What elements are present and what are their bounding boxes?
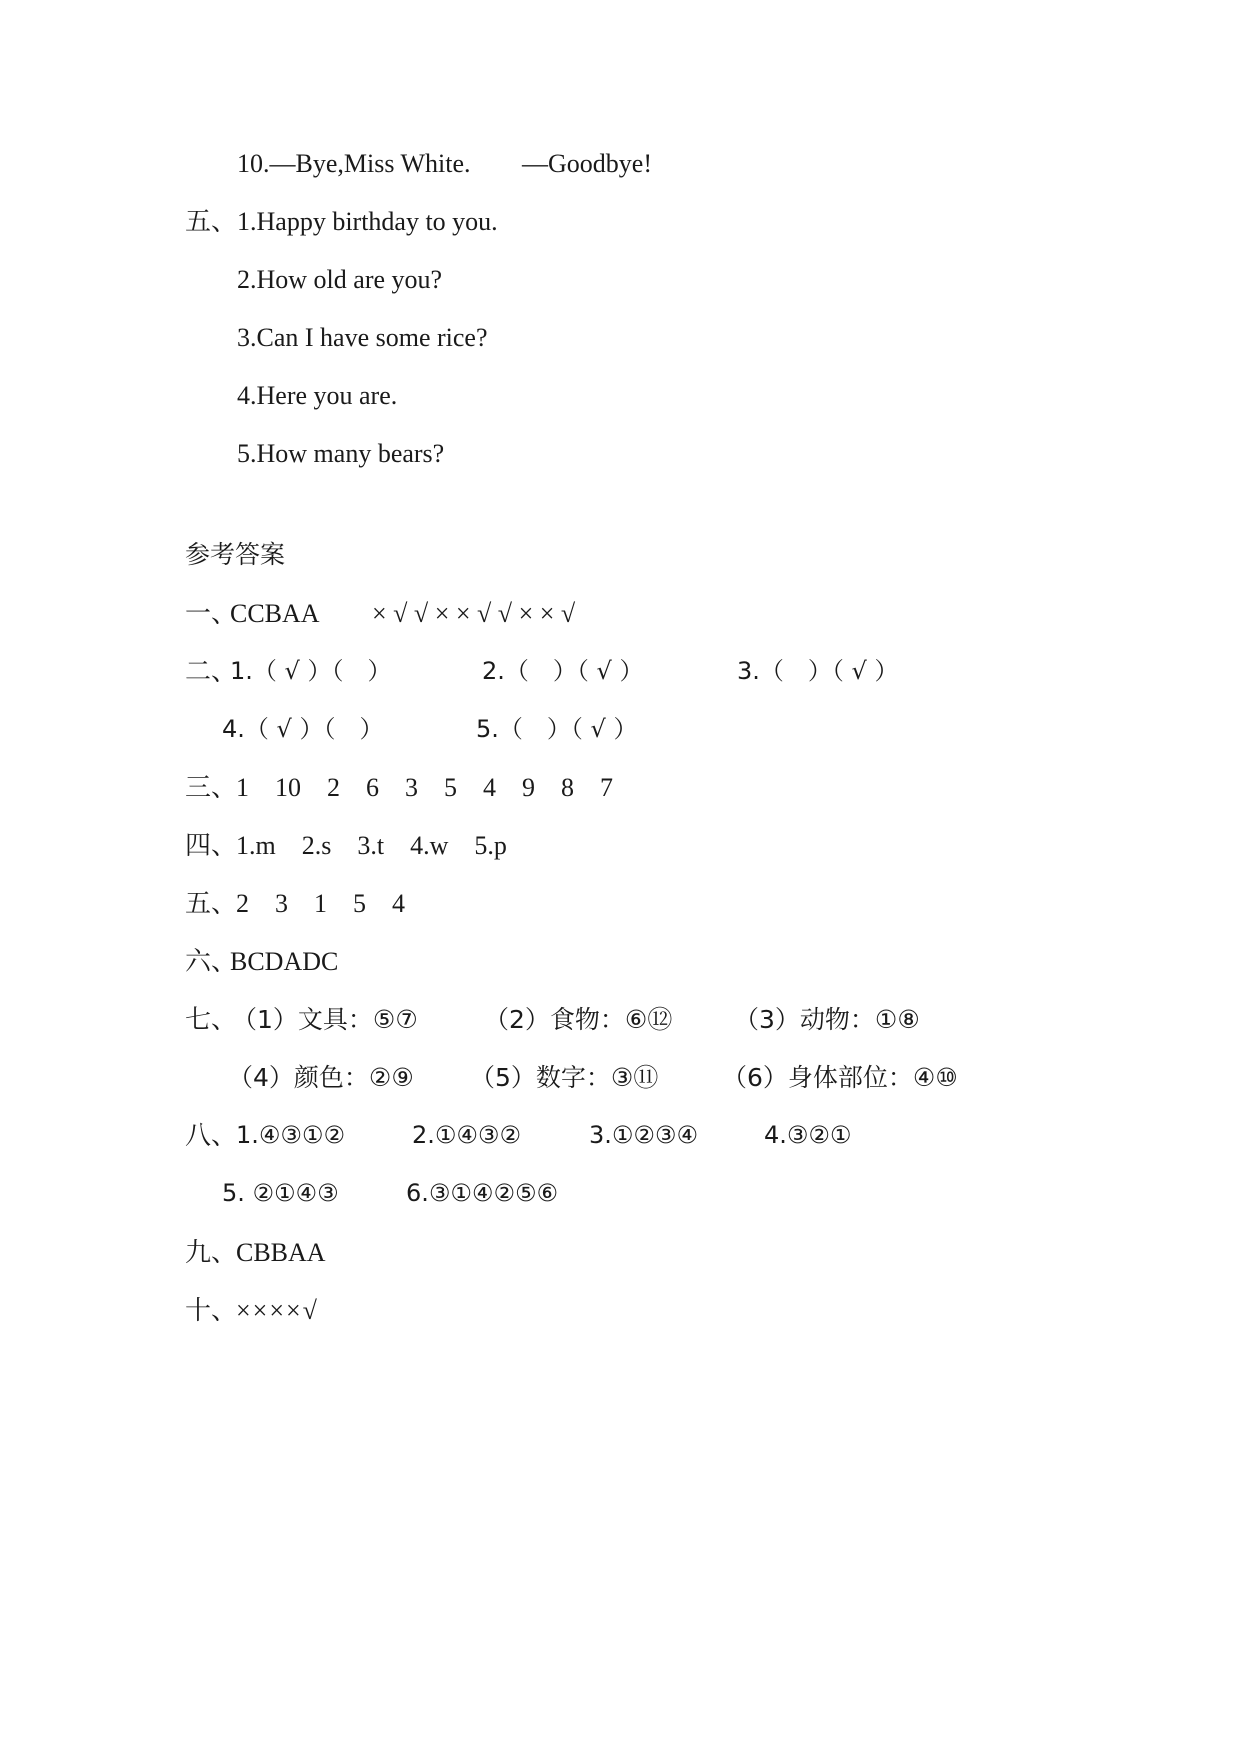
answer-5-text: 2 3 1 5 4	[236, 889, 406, 918]
answer-8-item-1: 1.④③①②	[236, 1121, 345, 1149]
answer-7-item-6: （6）身体部位：④⑩	[722, 1063, 958, 1092]
answer-5-marker: 五、	[185, 889, 238, 919]
answer-10-marker: 十、	[185, 1296, 238, 1326]
answer-2-item-5: 5.（ ）（ √ ）	[476, 715, 638, 743]
answer-key-heading: 参考答案	[185, 540, 286, 569]
sentence-4: 4.Here you are.	[237, 381, 398, 410]
answer-8-item-5: 5. ②①④③	[222, 1179, 339, 1207]
answer-1-letters: CCBAA	[230, 599, 320, 628]
answer-8-item-3: 3.①②③④	[589, 1121, 698, 1149]
answer-8-item-4: 4.③②①	[764, 1121, 852, 1149]
answer-9-marker: 九、	[185, 1238, 238, 1268]
answer-6-text: BCDADC	[230, 947, 339, 976]
answer-2-item-3: 3.（ ）（ √ ）	[737, 657, 899, 685]
answer-2-item-1: 1.（ √ ）（ ）	[230, 657, 392, 685]
answer-2-marker: 二、	[185, 657, 238, 687]
answer-8-item-2: 2.①④③②	[412, 1121, 521, 1149]
sentence-5: 5.How many bears?	[237, 439, 445, 468]
answer-7-item-3: （3）动物：①⑧	[734, 1005, 920, 1034]
answer-9-text: CBBAA	[236, 1238, 326, 1267]
section5-marker: 五、	[185, 207, 238, 237]
sentence-2: 2.How old are you?	[237, 265, 443, 294]
answer-1-marks: × √ √ × × √ √ × × √	[372, 599, 576, 628]
answer-2-item-2: 2.（ ）（ √ ）	[482, 657, 644, 685]
answer-8-marker: 八、	[185, 1121, 238, 1151]
answer-7-item-4: （4）颜色：②⑨	[228, 1063, 414, 1092]
answer-7-item-5: （5）数字：③⑪	[470, 1063, 659, 1092]
answer-4-marker: 四、	[185, 831, 238, 861]
answer-7-marker: 七、	[185, 1005, 238, 1035]
answer-3-text: 1 10 2 6 3 5 4 9 8 7	[236, 773, 614, 802]
answer-4-text: 1.m 2.s 3.t 4.w 5.p	[236, 831, 507, 860]
sentence-3: 3.Can I have some rice?	[237, 323, 488, 352]
answer-1-marker: 一、	[185, 599, 238, 629]
answer-7-item-2: （2）食物：⑥⑫	[484, 1005, 673, 1034]
answer-6-marker: 六、	[185, 947, 238, 977]
answer-8-item-6: 6.③①④②⑤⑥	[406, 1179, 558, 1207]
answer-2-item-4: 4.（ √ ）（ ）	[222, 715, 384, 743]
answer-7-item-1: （1）文具：⑤⑦	[232, 1005, 418, 1034]
answer-3-marker: 三、	[185, 773, 238, 803]
sentence-1: 1.Happy birthday to you.	[237, 207, 498, 236]
dialogue-line-b: —Goodbye!	[522, 149, 652, 178]
dialogue-line-a: 10.—Bye,Miss White.	[237, 149, 471, 178]
answer-10-text: ××××√	[236, 1296, 319, 1325]
